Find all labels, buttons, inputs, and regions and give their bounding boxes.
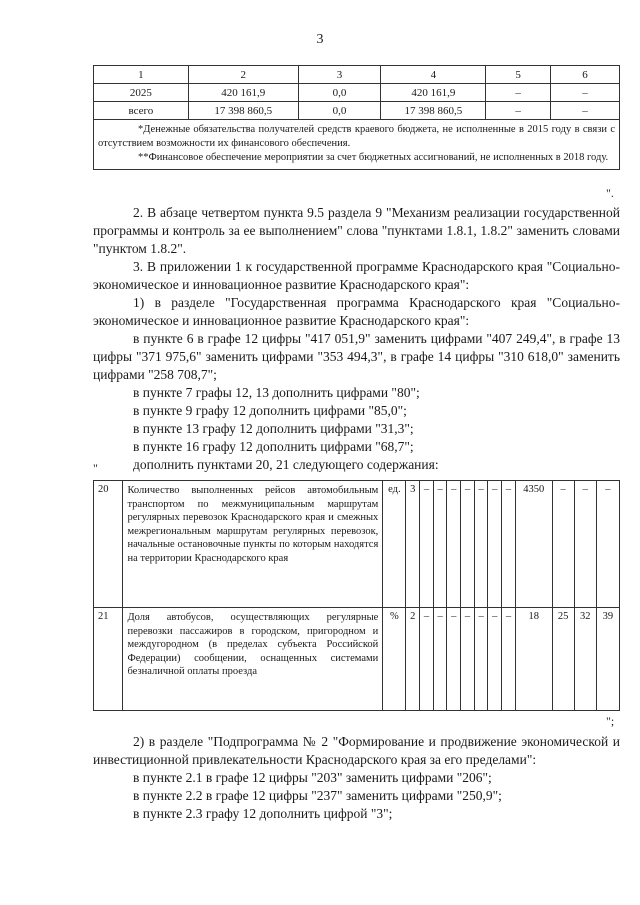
table-cell: –	[486, 84, 551, 102]
table-cell: 420 161,9	[381, 84, 486, 102]
paragraph-3-1: 1) в разделе "Государственная программа Краснодарского края "Социально-экономическое и инновационное развитие Краснодарского края":	[93, 295, 620, 328]
paragraph-2-2: в пункте 2.2 в графе 12 цифры "237" заменить цифрами "250,9";	[133, 788, 502, 803]
header-cell: 4	[381, 66, 486, 84]
paragraph-3-1a: в пункте 6 в графе 12 цифры "417 051,9" заменить цифрами "407 249,4", в графе 13 цифры "371 975,6" заменить цифрами "353 494,3", в графе 14 цифры "310 618,0" заменить цифрами "258 708,7";	[93, 331, 620, 382]
value-cell: –	[552, 481, 574, 608]
table-row	[94, 481, 620, 608]
paragraph-3: 3. В приложении 1 к государственной программе Краснодарского края "Социально-экономическое и инновационное развитие Краснодарского края":	[93, 259, 620, 292]
footnote-1: *Денежные обязательства получателей средств краевого бюджета, не исполненные в 2015 году в связи с отсутствием возможности их финансового обеспечения.	[98, 124, 615, 149]
value-cell: –	[420, 608, 434, 711]
value-cell: –	[474, 481, 488, 608]
status-cell: 2	[406, 608, 420, 711]
value-cell: 32	[574, 608, 596, 711]
value-cell: –	[420, 481, 434, 608]
table-cell: 17 398 860,5	[188, 102, 298, 120]
paragraph-2-1: в пункте 2.1 в графе 12 цифры "203" заменить цифрами "206";	[133, 770, 492, 785]
header-cell: 1	[94, 66, 189, 84]
paragraph-section-2: 2) в разделе "Подпрограмма № 2 "Формирование и продвижение экономической и инвестиционной привлекательности Краснодарского края за его пределами":	[93, 734, 620, 767]
table-row	[94, 608, 620, 711]
value-cell: 39	[596, 608, 619, 711]
row-number: 21	[94, 608, 123, 711]
footnotes-cell	[94, 120, 620, 170]
closing-quote: ".	[606, 186, 614, 200]
table-row	[94, 102, 620, 120]
value-cell: –	[502, 481, 516, 608]
main-text-block	[93, 204, 620, 474]
indicators-table	[93, 480, 620, 711]
table-cell: всего	[94, 102, 189, 120]
table-cell: 2025	[94, 84, 189, 102]
value-cell: –	[488, 608, 502, 711]
financing-table	[93, 65, 620, 170]
status-cell: 3	[406, 481, 420, 608]
table-row	[94, 84, 620, 102]
paragraph-3-1b: в пункте 7 графы 12, 13 дополнить цифрами "80";	[133, 385, 420, 400]
paragraph-2: 2. В абзаце четвертом пункта 9.5 раздела 9 "Механизм реализации государственной программы и контроль за ее выполнением" слова "пунктами 1.8.1, 1.8.2" заменить словами "пунктом 1.8.2".	[93, 205, 620, 256]
value-cell: –	[461, 481, 475, 608]
indicator-name: Количество выполненных рейсов автомобильным транспортом по межмуниципальным маршрутам регулярных перевозок Краснодарского края и смежных межрегиональным маршрутам регулярных перевозок, начальные остановочные пункты по которым находятся на территории Краснодарского края	[123, 481, 383, 608]
table-cell: –	[551, 84, 620, 102]
value-cell: –	[433, 481, 447, 608]
table-cell: –	[486, 102, 551, 120]
table-header-row	[94, 66, 620, 84]
header-cell: 2	[188, 66, 298, 84]
value-cell: –	[447, 481, 461, 608]
paragraph-3-1d: в пункте 13 графу 12 дополнить цифрами "31,3";	[133, 421, 414, 436]
table-notes-row	[94, 120, 620, 170]
value-cell: –	[461, 608, 475, 711]
table-cell: 0,0	[298, 84, 381, 102]
table-cell: 420 161,9	[188, 84, 298, 102]
header-cell: 6	[551, 66, 620, 84]
paragraph-3-1c: в пункте 9 графу 12 дополнить цифрами "85,0";	[133, 403, 407, 418]
closing-quote: ";	[606, 714, 615, 728]
value-cell: –	[502, 608, 516, 711]
footnote-2: **Финансовое обеспечение мероприятии за счет бюджетных ассигнований, не исполненных в 2018 году.	[138, 152, 609, 163]
indicator-name: Доля автобусов, осуществляющих регулярные перевозки пассажиров в городском, пригородном и междугородном (в пределах субъекта Российской Федерации) сообщении, оснащенных системами безналичной оплаты проезда	[123, 608, 383, 711]
header-cell: 3	[298, 66, 381, 84]
value-cell: –	[596, 481, 619, 608]
paragraph-3-1e: в пункте 16 графу 12 дополнить цифрами "68,7";	[133, 439, 414, 454]
value-cell: –	[447, 608, 461, 711]
table-cell: 0,0	[298, 102, 381, 120]
value-cell: –	[574, 481, 596, 608]
opening-quote: "	[93, 461, 98, 475]
paragraph-3-1f: дополнить пунктами 20, 21 следующего содержания:	[133, 457, 439, 472]
row-number: 20	[94, 481, 123, 608]
value-cell: –	[488, 481, 502, 608]
value-cell: –	[474, 608, 488, 711]
header-cell: 5	[486, 66, 551, 84]
table-cell: 17 398 860,5	[381, 102, 486, 120]
paragraph-2-3: в пункте 2.3 графу 12 дополнить цифрой "3";	[133, 806, 393, 821]
value-cell: –	[433, 608, 447, 711]
value-cell: 18	[515, 608, 552, 711]
main-text-block-2	[93, 733, 620, 823]
value-cell: 25	[552, 608, 574, 711]
unit-cell: %	[383, 608, 406, 711]
table-cell: –	[551, 102, 620, 120]
unit-cell: ед.	[383, 481, 406, 608]
page-number: 3	[316, 32, 324, 47]
value-cell: 4350	[515, 481, 552, 608]
